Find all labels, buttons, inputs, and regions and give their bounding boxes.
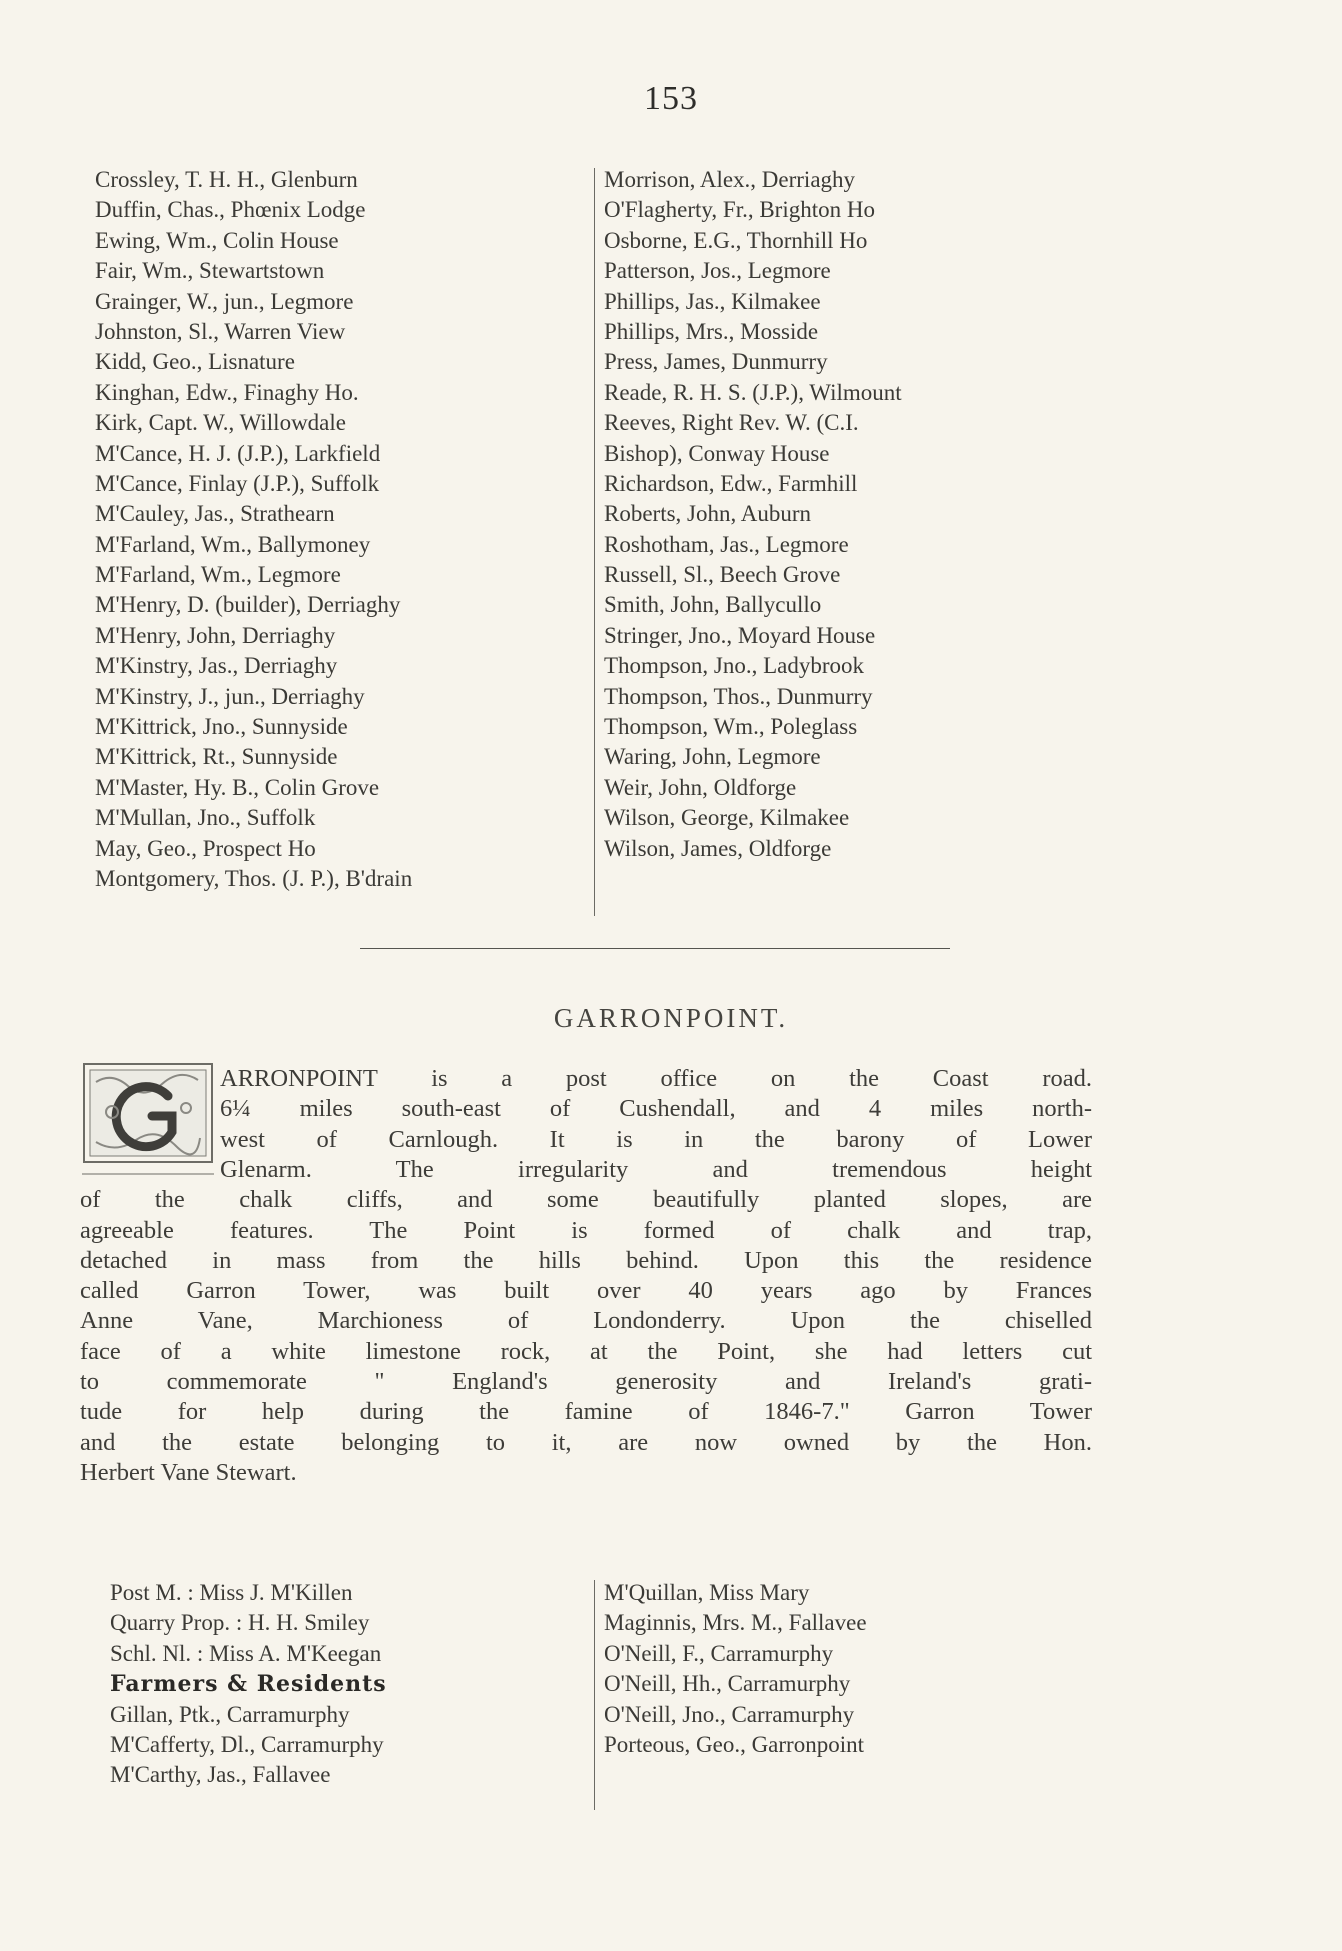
directory-entry: Bishop), Conway House bbox=[604, 440, 830, 466]
directory-entry: M'Cauley, Jas., Strathearn bbox=[95, 501, 335, 527]
paragraph-line: tude for help during the famine of 1846-7." Garron Tower bbox=[80, 1398, 1092, 1426]
directory-entry: Duffin, Chas., Phœnix Lodge bbox=[95, 197, 366, 223]
directory-entry: Stringer, Jno., Moyard House bbox=[604, 622, 876, 648]
directory-entry: M'Mullan, Jno., Suffolk bbox=[95, 805, 316, 831]
directory-entry: Reade, R. H. S. (J.P.), Wilmount bbox=[604, 379, 902, 405]
directory-entry: O'Neill, Hh., Carramurphy bbox=[604, 1671, 851, 1697]
directory-entry: M'Cance, H. J. (J.P.), Larkfield bbox=[95, 440, 381, 466]
directory-entry: Thompson, Jno., Ladybrook bbox=[604, 653, 865, 679]
directory-entry: Wilson, James, Oldforge bbox=[604, 835, 832, 861]
directory-entry: Maginnis, Mrs. M., Fallavee bbox=[604, 1610, 867, 1636]
directory-entry: Crossley, T. H. H., Glenburn bbox=[95, 167, 358, 192]
directory-entry: M'Kittrick, Rt., Sunnyside bbox=[95, 744, 338, 770]
paragraph-line: called Garron Tower, was built over 40 years ago by Frances bbox=[80, 1277, 1092, 1305]
directory-entry: O'Flagherty, Fr., Brighton Ho bbox=[604, 197, 875, 223]
directory-entry: Fair, Wm., Stewartstown bbox=[95, 258, 325, 284]
column-divider bbox=[594, 168, 595, 916]
directory-entry: Johnston, Sl., Warren View bbox=[95, 318, 346, 344]
directory-entry: Kidd, Geo., Lisnature bbox=[95, 349, 295, 375]
directory-entry: May, Geo., Prospect Ho bbox=[95, 835, 316, 861]
official-entry: Post M. : Miss J. M'Killen bbox=[110, 1580, 353, 1605]
page-number: 153 bbox=[644, 80, 698, 117]
paragraph-line: ARRONPOINT is a post office on the Coast road. bbox=[220, 1065, 1092, 1092]
directory-entry: Wilson, George, Kilmakee bbox=[604, 805, 850, 831]
directory-entry: Phillips, Jas., Kilmakee bbox=[604, 288, 821, 314]
drop-cap-g-ornament bbox=[82, 1062, 214, 1178]
directory-entry: Phillips, Mrs., Mosside bbox=[604, 318, 819, 344]
directory-entry: Osborne, E.G., Thornhill Ho bbox=[604, 227, 868, 253]
directory-entry: Weir, John, Oldforge bbox=[604, 774, 797, 800]
paragraph-line: to commemorate " England's generosity and Ireland's grati- bbox=[80, 1368, 1092, 1395]
directory-entry: M'Master, Hy. B., Colin Grove bbox=[95, 774, 380, 800]
directory-entry: Thompson, Thos., Dunmurry bbox=[604, 683, 873, 709]
directory-entry: Waring, John, Legmore bbox=[604, 744, 821, 770]
directory-entry: Gillan, Ptk., Carramurphy bbox=[110, 1701, 350, 1727]
directory-entry: M'Carthy, Jas., Fallavee bbox=[110, 1762, 331, 1788]
directory-entry: Kirk, Capt. W., Willowdale bbox=[95, 410, 346, 436]
directory-column-left bbox=[95, 165, 412, 894]
directory-entry: M'Kinstry, J., jun., Derriaghy bbox=[95, 683, 365, 709]
directory-entry: M'Farland, Wm., Legmore bbox=[95, 562, 341, 588]
paragraph-line: of the chalk cliffs, and some beautifully planted slopes, are bbox=[80, 1186, 1092, 1214]
paragraph-line: 6¼ miles south-east of Cushendall, and 4 miles north- bbox=[220, 1095, 1092, 1123]
directory-entry: M'Kinstry, Jas., Derriaghy bbox=[95, 653, 338, 679]
directory-entry: M'Quillan, Miss Mary bbox=[604, 1580, 810, 1605]
directory-entry: Thompson, Wm., Poleglass bbox=[604, 714, 858, 740]
directory-entry: Kinghan, Edw., Finaghy Ho. bbox=[95, 379, 359, 405]
directory-entry: Ewing, Wm., Colin House bbox=[95, 227, 339, 253]
directory-entry: Richardson, Edw., Farmhill bbox=[604, 470, 858, 496]
bottom-column-right bbox=[604, 1578, 867, 1760]
paragraph-line: Glenarm. The irregularity and tremendous height bbox=[220, 1155, 1092, 1183]
directory-entry: O'Neill, F., Carramurphy bbox=[604, 1640, 834, 1666]
column-divider bbox=[594, 1580, 595, 1810]
directory-entry: Montgomery, Thos. (J. P.), B'drain bbox=[95, 865, 413, 891]
directory-entry: Roshotham, Jas., Legmore bbox=[604, 531, 849, 557]
directory-entry: M'Cafferty, Dl., Carramurphy bbox=[110, 1731, 384, 1757]
farmers-residents-heading: Farmers & Residents bbox=[110, 1671, 387, 1698]
bottom-column-left bbox=[110, 1578, 387, 1791]
directory-entry: Smith, John, Ballycullo bbox=[604, 592, 822, 618]
paragraph-line: detached in mass from the hills behind. Upon this the residence bbox=[80, 1246, 1092, 1274]
directory-entry: M'Cance, Finlay (J.P.), Suffolk bbox=[95, 470, 380, 496]
official-entry: Schl. Nl. : Miss A. M'Keegan bbox=[110, 1640, 382, 1666]
directory-entry: Morrison, Alex., Derriaghy bbox=[604, 167, 856, 192]
paragraph-line: west of Carnlough. It is in the barony of Lower bbox=[220, 1125, 1092, 1153]
paragraph-line: and the estate belonging to it, are now owned by the Hon. bbox=[80, 1428, 1092, 1456]
directory-entry: Roberts, John, Auburn bbox=[604, 501, 811, 527]
directory-entry: O'Neill, Jno., Carramurphy bbox=[604, 1701, 855, 1727]
directory-entry: Porteous, Geo., Garronpoint bbox=[604, 1731, 864, 1757]
paragraph-line: Anne Vane, Marchioness of Londonderry. Upon the chiselled bbox=[80, 1307, 1092, 1335]
directory-entry: M'Kittrick, Jno., Sunnyside bbox=[95, 714, 348, 740]
directory-entry: Grainger, W., jun., Legmore bbox=[95, 288, 354, 314]
directory-entry: Press, James, Dunmurry bbox=[604, 349, 828, 375]
directory-entry: Russell, Sl., Beech Grove bbox=[604, 562, 841, 588]
paragraph-line: face of a white limestone rock, at the Point, she had letters cut bbox=[80, 1337, 1092, 1365]
paragraph-line: Herbert Vane Stewart. bbox=[80, 1458, 297, 1486]
directory-entry: M'Farland, Wm., Ballymoney bbox=[95, 531, 371, 557]
official-entry: Quarry Prop. : H. H. Smiley bbox=[110, 1610, 370, 1636]
directory-entry: Patterson, Jos., Legmore bbox=[604, 258, 831, 284]
directory-entry: M'Henry, John, Derriaghy bbox=[95, 622, 336, 648]
section-heading: GARRONPOINT. bbox=[553, 1003, 789, 1033]
paragraph-line: agreeable features. The Point is formed of chalk and trap, bbox=[80, 1216, 1092, 1244]
directory-entry: M'Henry, D. (builder), Derriaghy bbox=[95, 592, 401, 618]
section-rule bbox=[360, 948, 950, 949]
directory-column-right bbox=[604, 165, 902, 864]
directory-entry: Reeves, Right Rev. W. (C.I. bbox=[604, 410, 859, 436]
